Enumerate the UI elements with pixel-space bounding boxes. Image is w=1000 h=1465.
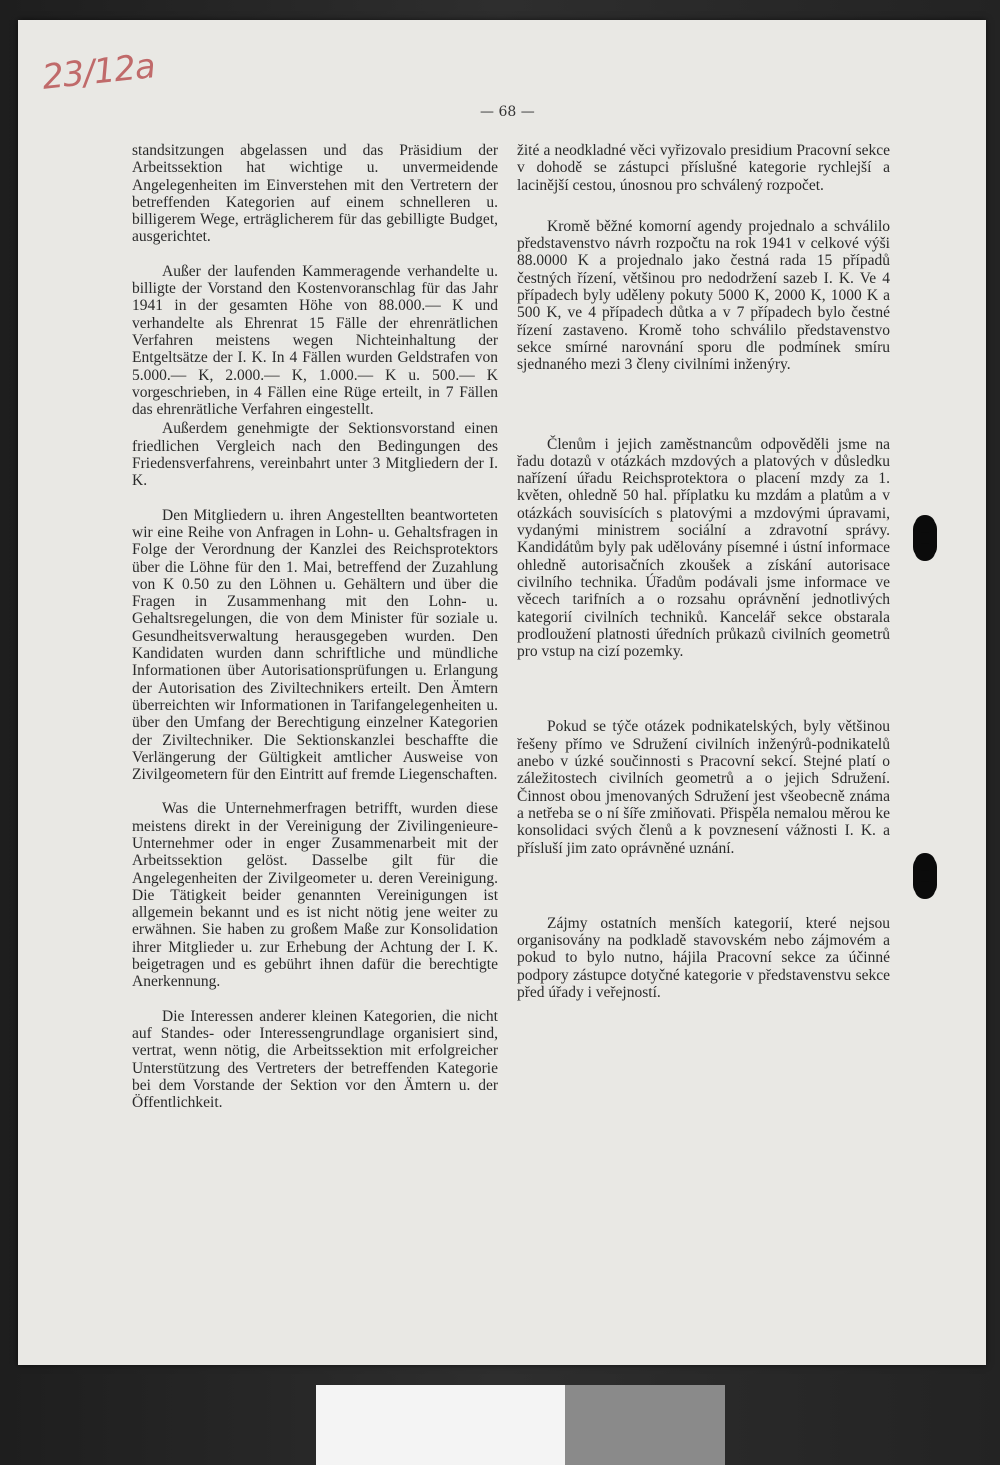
paragraph-de-6: Die Interessen anderer kleinen Kategorien, die nicht auf Standes- oder Interessengrundlage organisiert sind, vertrat, wenn nötig, die Arbeitssektion mit erfolgreicher Unterstützung des Vertreters der betreffenden Kategorie bei dem Vorstande der Sektion vor den Ämtern u. der Öffentlichkeit. (132, 1007, 498, 1112)
paragraph-de-4: Den Mitgliedern u. ihren Angestellten beantworteten wir eine Reihe von Anfragen in Lohn- u. Gehaltsfragen in Folge der Verordnung der Kanzlei des Reichsprotektors über die Löhne für den 1. Mai, betreffend der Zuzahlung von K 0.50 zu den Löhnen u. Gehältern und über die Fragen in Zusammenhang mit den Lohn- u. Gehaltsregelungen, die von dem Minister für soziale u. Gesundheitsverwaltung herausgegeben wurden. Den Kandidaten wurden dann schriftliche und mündliche Informationen über Autorisationsprüfungen u. Erlangung der Autorisation des Ziviltechnikers erteilt. Den Ämtern überreichten wir Informationen in Tarifangelegenheiten u. über den Umfang der Berechtigung einzelner Kategorien der Ziviltechniker. Die Sektionskanzlei beschaffte die Verlängerung der Gültigkeit amtlicher Ausweise von Zivilgeometern für den Eintritt auf fremde Liegenschaften. (132, 506, 498, 784)
paragraph-cz-3: Členům i jejich zaměstnancům odpověděli jsme na řadu dotazů v otázkách mzdových a platových v důsledku nařízení úřadu Reichsprotektora o placení mzdy za 1. květen, ohledně 50 hal. příplatku ku mzdám a platům a v otázkách souvisících s platovými a mzdovými úpravami, vydanými ministrem sociální a zdravotní správy. Kandidátům byly pak udělovány písemné i ústní informace ohledně autorisačních zkoušek a získání autorisace civilního technika. Úřadům podávali jsme informace ve věcech tarifních a o rozsahu oprávnění jednotlivých kategorií civilních techniků. Kancelář sekce obstarala prodloužení platnosti úředních průkazů civilních geometrů pro vstup na cizí pozemky. (517, 435, 890, 661)
punch-hole (913, 517, 937, 559)
archive-handwritten-mark: 23/12a (40, 46, 157, 98)
paragraph-cz-4: Pokud se týče otázek podnikatelských, byly většinou řešeny přímo ve Sdružení civilních inženýrů-podnikatelů anebo v úzké součinnosti s Pracovní sekcí. Stejné platí o záležitostech civilních geometrů a o jejich Sdružení. Činnost obou jmenovaných Sdružení jest všeobecně známa a netřeba se o ní šíře zmiňovati. Přispěla nemalou měrou ke konsolidaci svých členů a k povznesení vážnosti I. K. a přísluší jim zato oprávněné uznání. (517, 718, 890, 857)
paragraph-de-3: Außerdem genehmigte der Sektionsvorstand einen friedlichen Vergleich nach den Bedingungen des Friedensverfahrens, vereinbahrt unter 3 Mitgliedern der I. K. (132, 420, 498, 490)
page-number: — 68 — (480, 104, 535, 120)
paragraph-cz-5: Zájmy ostatních menších kategorií, které nejsou organisovány na podkladě stavovském nebo zájmovém a pokud to bylo nutno, hájila Pracovní sekce za účinné podpory zástupce dotyčné kategorie v představenstvu sekce před úřady i veřejností. (517, 914, 890, 1001)
left-column-german (132, 142, 498, 1111)
calibration-strip-white (316, 1385, 565, 1465)
paragraph-de-1: standsitzungen abgelassen und das Präsidium der Arbeitssektion hat wichtige u. unvermeidende Angelegenheiten im Einverstehen mit den Vertretern der betreffenden Kategorien auf einem schnelleren u. billigerem Wege, erträglicherem für das gebilligte Budget, ausgerichtet. (132, 142, 498, 246)
paragraph-de-2: Außer der laufenden Kammeragende verhandelte u. billigte der Vorstand den Kostenvoranschlag für das Jahr 1941 in der gesamten Höhe von 88.000.— K und verhandelte als Ehrenrat 15 Fälle der ehrenrätlichen Verfahren meistens wegen Nichteinhaltung der Entgeltsätze der I. K. In 4 Fällen wurden Geldstrafen von 5.000.— K, 2.000.— K, 1.000.— K u. 500.— K vorgeschrieben, in 4 Fällen eine Rüge erteilt, in 7 Fällen das ehrenrätliche Verfahren eingestellt. (132, 262, 498, 419)
right-column-czech (517, 142, 890, 1001)
punch-hole (913, 855, 937, 897)
paragraph-de-5: Was die Unternehmerfragen betrifft, wurden diese meistens direkt in der Vereinigung der Zivilingenieure-Unternehmer oder in enger Zusammenarbeit mit der Arbeitssektion gelöst. Dasselbe gilt für die Angelegenheiten der Zivilgeometer u. deren Vereinigung. Die Tätigkeit beider genannten Vereinigungen ist allgemein bekannt und es ist nicht nötig jene weiter zu erwähnen. Sie haben zu großem Maße zur Konsolidation ihrer Mitglieder u. zur Erhebung der Achtung der I. K. beigetragen und es gebührt ihnen dafür die berechtigte Anerkennung. (132, 800, 498, 991)
paragraph-cz-2: Kromě běžné komorní agendy projednalo a schválilo představenstvo návrh rozpočtu na rok 1941 v celkové výši 88.0000 K a projednalo jako čestná rada 15 případů čestných řízení, většinou pro nedodržení sazeb I. K. Ve 4 případech byly uděleny pokuty 5000 K, 2000 K, 1000 K a 500 K, ve 4 případech důtka a v 7 případech bylo čestné řízení zastaveno. Kromě toho schválilo představenstvo sekce smírné narovnání sporu dle podmínek smíru sjednaného mezi 3 členy civilními inženýry. (517, 217, 890, 374)
paragraph-cz-1: žité a neodkladné věci vyřizovalo presidium Pracovní sekce v dohodě se zástupci příslušné kategorie rychlejší a lacinější cestou, únosnou pro schválený rozpočet. (517, 142, 890, 194)
calibration-strip-gray (565, 1385, 725, 1465)
